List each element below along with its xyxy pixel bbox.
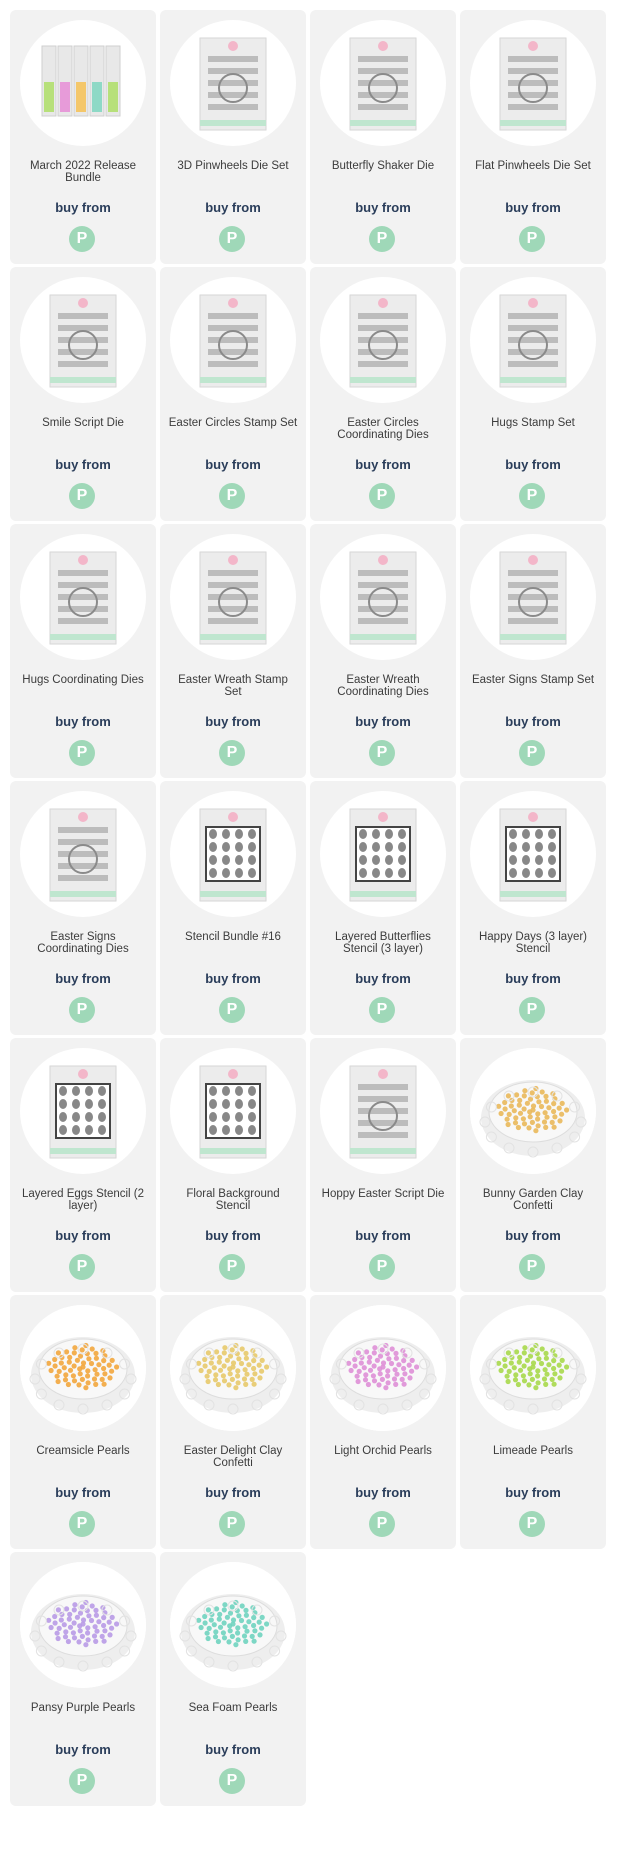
product-name[interactable]: March 2022 Release Bundle	[29, 160, 137, 184]
buy-from-label: buy from	[205, 457, 261, 472]
shop-p-icon[interactable]: P	[519, 740, 545, 766]
product-image[interactable]	[170, 1048, 296, 1174]
product-image[interactable]	[170, 534, 296, 660]
product-card[interactable]	[460, 10, 606, 264]
buy-from-label: buy from	[355, 457, 411, 472]
product-name[interactable]: Bunny Garden Clay Confetti	[482, 1188, 584, 1212]
buy-from-label: buy from	[55, 1485, 111, 1500]
shop-p-icon[interactable]: P	[219, 483, 245, 509]
buy-from-label: buy from	[505, 200, 561, 215]
product-card[interactable]	[460, 267, 606, 521]
product-name[interactable]: Smile Script Die	[42, 417, 124, 429]
product-image[interactable]	[170, 20, 296, 146]
product-name[interactable]: Easter Delight Clay Confetti	[183, 1445, 283, 1469]
product-name[interactable]: Stencil Bundle #16	[185, 931, 281, 943]
shop-p-icon[interactable]: P	[69, 226, 95, 252]
product-card[interactable]	[310, 524, 456, 778]
shop-p-icon[interactable]: P	[69, 740, 95, 766]
product-card[interactable]	[310, 10, 456, 264]
buy-from-label: buy from	[355, 200, 411, 215]
product-name[interactable]: Easter Wreath Stamp Set	[178, 674, 288, 698]
product-name[interactable]: Hugs Stamp Set	[491, 417, 575, 429]
shop-p-icon[interactable]: P	[369, 483, 395, 509]
shop-p-icon[interactable]: P	[69, 997, 95, 1023]
product-image[interactable]	[470, 1048, 596, 1174]
shop-p-icon[interactable]: P	[519, 997, 545, 1023]
product-image[interactable]	[170, 791, 296, 917]
product-name[interactable]: Butterfly Shaker Die	[331, 160, 435, 172]
product-card[interactable]	[310, 267, 456, 521]
product-card[interactable]	[310, 781, 456, 1035]
product-name[interactable]: Hoppy Easter Script Die	[321, 1188, 445, 1200]
shop-p-icon[interactable]: P	[219, 1254, 245, 1280]
shop-p-icon[interactable]: P	[69, 483, 95, 509]
product-card[interactable]	[10, 781, 156, 1035]
product-card[interactable]	[10, 10, 156, 264]
buy-from-label: buy from	[205, 714, 261, 729]
product-image[interactable]	[470, 1305, 596, 1431]
shop-p-icon[interactable]: P	[519, 1511, 545, 1537]
buy-from-label: buy from	[205, 971, 261, 986]
buy-from-label: buy from	[205, 1228, 261, 1243]
buy-from-label: buy from	[55, 971, 111, 986]
product-image[interactable]	[320, 1048, 446, 1174]
product-card[interactable]	[310, 1295, 456, 1549]
product-image[interactable]	[170, 277, 296, 403]
product-image[interactable]	[20, 1048, 146, 1174]
product-image[interactable]	[20, 277, 146, 403]
product-image[interactable]	[20, 20, 146, 146]
buy-from-label: buy from	[55, 1228, 111, 1243]
product-card[interactable]	[160, 1552, 306, 1806]
product-name[interactable]: Creamsicle Pearls	[36, 1445, 130, 1457]
buy-from-label: buy from	[205, 1742, 261, 1757]
product-card[interactable]	[160, 1038, 306, 1292]
product-name[interactable]: Hugs Coordinating Dies	[22, 674, 144, 686]
shop-p-icon[interactable]: P	[69, 1511, 95, 1537]
shop-p-icon[interactable]: P	[369, 740, 395, 766]
product-card[interactable]	[10, 1552, 156, 1806]
product-image[interactable]	[20, 534, 146, 660]
product-name[interactable]: Easter Circles Stamp Set	[168, 417, 298, 429]
product-name[interactable]: Floral Background Stencil	[186, 1188, 280, 1212]
shop-p-icon[interactable]: P	[369, 1254, 395, 1280]
buy-from-label: buy from	[205, 200, 261, 215]
product-card[interactable]	[10, 1038, 156, 1292]
shop-p-icon[interactable]: P	[369, 997, 395, 1023]
product-name[interactable]: Layered Butterflies Stencil (3 layer)	[335, 931, 431, 955]
product-card[interactable]	[10, 1295, 156, 1549]
buy-from-label: buy from	[505, 1485, 561, 1500]
product-image[interactable]	[320, 277, 446, 403]
product-card[interactable]	[160, 1295, 306, 1549]
product-name[interactable]: Flat Pinwheels Die Set	[475, 160, 591, 172]
shop-p-icon[interactable]: P	[69, 1254, 95, 1280]
product-card[interactable]	[460, 1038, 606, 1292]
product-image[interactable]	[470, 534, 596, 660]
product-name[interactable]: Light Orchid Pearls	[334, 1445, 432, 1457]
shop-p-icon[interactable]: P	[219, 740, 245, 766]
shop-p-icon[interactable]: P	[219, 1768, 245, 1794]
product-image[interactable]	[320, 20, 446, 146]
buy-from-label: buy from	[355, 1485, 411, 1500]
product-card[interactable]	[460, 781, 606, 1035]
shop-p-icon[interactable]: P	[519, 226, 545, 252]
buy-from-label: buy from	[55, 714, 111, 729]
buy-from-label: buy from	[55, 1742, 111, 1757]
product-name[interactable]: Sea Foam Pearls	[188, 1702, 278, 1714]
product-card[interactable]	[460, 524, 606, 778]
product-card[interactable]	[160, 10, 306, 264]
buy-from-label: buy from	[205, 1485, 261, 1500]
product-image[interactable]	[20, 1305, 146, 1431]
product-image[interactable]	[20, 791, 146, 917]
buy-from-label: buy from	[355, 1228, 411, 1243]
product-image[interactable]	[320, 791, 446, 917]
product-image[interactable]	[470, 20, 596, 146]
product-image[interactable]	[470, 277, 596, 403]
product-image[interactable]	[320, 1305, 446, 1431]
product-name[interactable]: Easter Signs Stamp Set	[471, 674, 595, 686]
shop-p-icon[interactable]: P	[219, 997, 245, 1023]
product-name[interactable]: Easter Circles Coordinating Dies	[337, 417, 429, 441]
product-image[interactable]	[170, 1562, 296, 1688]
product-name[interactable]: Limeade Pearls	[493, 1445, 573, 1457]
buy-from-label: buy from	[505, 714, 561, 729]
product-name[interactable]: Layered Eggs Stencil (2 layer)	[21, 1188, 145, 1212]
product-image[interactable]	[470, 791, 596, 917]
product-card[interactable]	[160, 524, 306, 778]
buy-from-label: buy from	[55, 457, 111, 472]
product-name[interactable]: Easter Wreath Coordinating Dies	[337, 674, 429, 698]
shop-p-icon[interactable]: P	[219, 226, 245, 252]
buy-from-label: buy from	[55, 200, 111, 215]
product-name[interactable]: Easter Signs Coordinating Dies	[37, 931, 129, 955]
buy-from-label: buy from	[505, 1228, 561, 1243]
shop-p-icon[interactable]: P	[369, 1511, 395, 1537]
product-image[interactable]	[320, 534, 446, 660]
product-name[interactable]: 3D Pinwheels Die Set	[177, 160, 289, 172]
product-name[interactable]: Pansy Purple Pearls	[30, 1702, 136, 1714]
product-card[interactable]	[10, 267, 156, 521]
buy-from-label: buy from	[355, 971, 411, 986]
buy-from-label: buy from	[505, 971, 561, 986]
shop-p-icon[interactable]: P	[369, 226, 395, 252]
shop-p-icon[interactable]: P	[219, 1511, 245, 1537]
product-name[interactable]: Happy Days (3 layer) Stencil	[478, 931, 587, 955]
product-card[interactable]	[160, 267, 306, 521]
shop-p-icon[interactable]: P	[519, 483, 545, 509]
product-image[interactable]	[20, 1562, 146, 1688]
buy-from-label: buy from	[355, 714, 411, 729]
product-card[interactable]	[310, 1038, 456, 1292]
buy-from-label: buy from	[505, 457, 561, 472]
shop-p-icon[interactable]: P	[69, 1768, 95, 1794]
product-card[interactable]	[10, 524, 156, 778]
product-card[interactable]	[160, 781, 306, 1035]
shop-p-icon[interactable]: P	[519, 1254, 545, 1280]
product-card[interactable]	[460, 1295, 606, 1549]
product-image[interactable]	[170, 1305, 296, 1431]
